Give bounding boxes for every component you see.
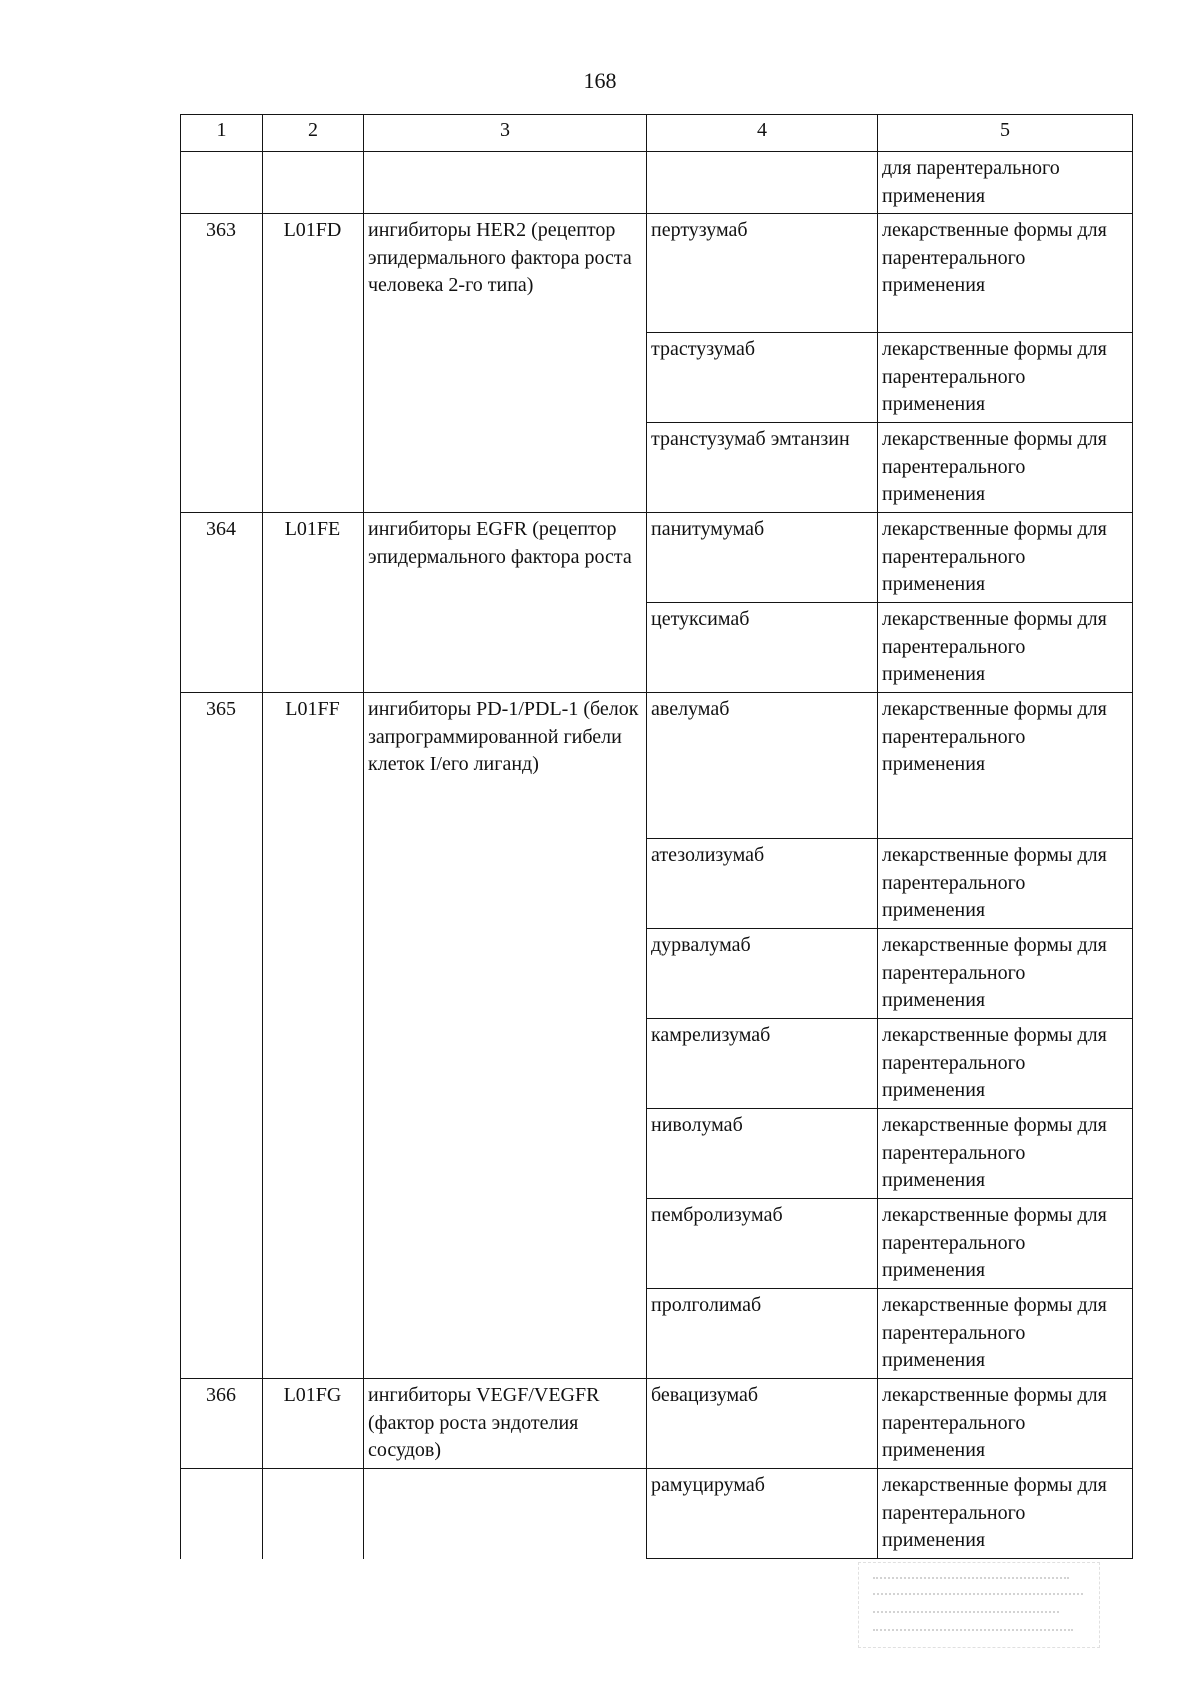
column-header: 4 [647, 115, 878, 152]
drug-name: бевацизумаб [647, 1379, 878, 1469]
column-header: 5 [878, 115, 1133, 152]
page-number: 168 [583, 68, 617, 93]
dosage-form-cell: лекарственные формы для парентерального применения [878, 603, 1133, 693]
dosage-form-cell: лекарственные формы для парентерального применения [878, 693, 1133, 839]
atc-code: L01FF [263, 693, 364, 1379]
column-header: 1 [181, 115, 263, 152]
pharmacological-group: ингибиторы VEGF/VEGFR (фактор роста эндотелия сосудов) [364, 1379, 647, 1469]
table-header-row [181, 115, 1133, 152]
atc-code: L01FG [263, 1379, 364, 1469]
column-header: 3 [364, 115, 647, 152]
dosage-form-cell: лекарственные формы для парентерального применения [878, 1199, 1133, 1289]
dosage-form-cell: лекарственные формы для парентерального применения [878, 1289, 1133, 1379]
dosage-form-cell: лекарственные формы для парентерального применения [878, 1109, 1133, 1199]
table-row [181, 513, 1133, 603]
dosage-form-cell: для парентерального применения [878, 152, 1133, 214]
drug-name: ниволумаб [647, 1109, 878, 1199]
table-row [181, 693, 1133, 839]
dosage-form-cell: лекарственные формы для парентерального применения [878, 513, 1133, 603]
dosage-form-cell: лекарственные формы для парентерального применения [878, 1469, 1133, 1559]
drug-table [180, 114, 1133, 1559]
table-row [181, 214, 1133, 333]
dosage-form-cell: лекарственные формы для парентерального применения [878, 929, 1133, 1019]
drug-name: панитумумаб [647, 513, 878, 603]
dosage-form-cell: лекарственные формы для парентерального применения [878, 214, 1133, 333]
drug-name: пертузумаб [647, 214, 878, 333]
dosage-form-cell: лекарственные формы для парентерального применения [878, 423, 1133, 513]
drug-name: пембролизумаб [647, 1199, 878, 1289]
column-header: 2 [263, 115, 364, 152]
dosage-form-cell: лекарственные формы для парентерального применения [878, 333, 1133, 423]
pharmacological-group: ингибиторы PD-1/PDL-1 (белок запрограммированной гибели клеток I/его лиганд) [364, 693, 647, 1379]
pharmacological-group: ингибиторы EGFR (рецептор эпидермального фактора роста [364, 513, 647, 693]
drug-name: камрелизумаб [647, 1019, 878, 1109]
drug-name: пролголимаб [647, 1289, 878, 1379]
faded-stamp [858, 1562, 1100, 1648]
row-number: 364 [181, 513, 263, 693]
atc-code: L01FE [263, 513, 364, 693]
drug-name: дурвалумаб [647, 929, 878, 1019]
drug-name: атезолизумаб [647, 839, 878, 929]
drug-name: транстузумаб эмтанзин [647, 423, 878, 513]
drug-name: авелумаб [647, 693, 878, 839]
table-row [181, 1379, 1133, 1469]
drug-name: рамуцирумаб [647, 1469, 878, 1559]
dosage-form-cell: лекарственные формы для парентерального применения [878, 839, 1133, 929]
row-number: 365 [181, 693, 263, 1379]
dosage-form-cell: лекарственные формы для парентерального применения [878, 1019, 1133, 1109]
dosage-form-cell: лекарственные формы для парентерального применения [878, 1379, 1133, 1469]
continued-row [181, 152, 1133, 214]
row-number: 363 [181, 214, 263, 513]
drug-name: трастузумаб [647, 333, 878, 423]
pharmacological-group: ингибиторы HER2 (рецептор эпидермального фактора роста человека 2-го типа) [364, 214, 647, 513]
table-row [181, 1469, 1133, 1559]
row-number: 366 [181, 1379, 263, 1469]
drug-name: цетуксимаб [647, 603, 878, 693]
atc-code: L01FD [263, 214, 364, 513]
